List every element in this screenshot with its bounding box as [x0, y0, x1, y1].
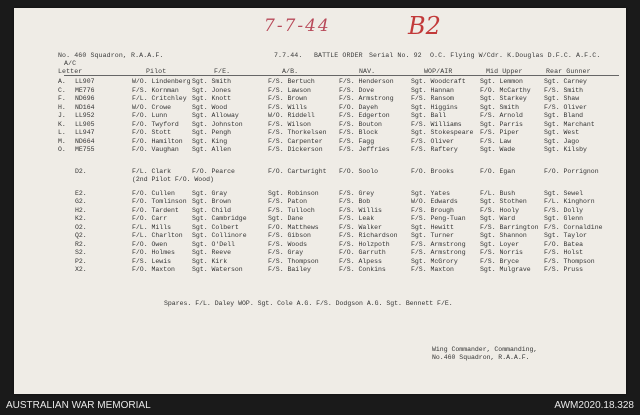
cell-ab: Sgt. Robinson	[268, 189, 319, 197]
cell-mu: F/S. Arnold	[480, 112, 523, 119]
cell-ac: Q2.	[75, 232, 87, 239]
cell-ab: F/S. Paton	[268, 198, 308, 205]
cell-ab: F/S. Woods	[268, 240, 308, 248]
cell-fe: Sgt. Smith	[192, 78, 232, 85]
cell-mu: Sgt. Parris	[480, 120, 523, 128]
table-row	[14, 176, 626, 184]
cell-wop: Sgt. McGrory	[411, 257, 458, 265]
col-header-pilot: Pilot	[146, 68, 167, 75]
cell-rear: Sgt. Shaw	[544, 95, 580, 102]
cell-wop: Sgt. Hewitt	[411, 223, 454, 231]
cell-pilot: F/O. Holmes	[132, 249, 175, 256]
cell-mu: F/L. Bush	[480, 189, 516, 197]
cell-mu: F/O. Egan	[480, 167, 516, 175]
cell-pilot: (2nd Pilot F/O. Wood)	[132, 176, 214, 183]
cell-wop: F/S. Armstrong	[411, 240, 466, 248]
cell-nav: F/O. Dayeh	[339, 103, 379, 111]
cell-nav: F/S. Leak	[339, 215, 375, 222]
order-title: BATTLE ORDER	[314, 52, 363, 59]
cell-ac: ND164	[75, 103, 95, 111]
table-row	[14, 190, 626, 198]
cell-wop: Sgt. Ball	[411, 112, 447, 119]
col-header-nav: NAV.	[359, 68, 376, 75]
cell-fe: Sgt. Collinore	[192, 232, 247, 239]
cell-ac: LL907	[75, 78, 95, 85]
cell-ab: F/S. Brown	[268, 95, 308, 102]
cell-rear: Sgt. Bland	[544, 112, 584, 119]
cell-ab: F/S. Bertuch	[268, 78, 315, 85]
cell-mu: Sgt. Lemmon	[480, 78, 523, 85]
cell-pilot: F/L. Critchley	[132, 95, 187, 102]
cell-rear: F/S. Oliver	[544, 103, 587, 111]
cell-nav: F/S. Bouton	[339, 120, 382, 128]
cell-ab: F/S. Thompson	[268, 257, 319, 265]
cell-pilot: F/O. Carr	[132, 215, 168, 222]
cell-m: C.	[58, 86, 66, 94]
battle-order-document	[14, 8, 626, 394]
cell-mu: Sgt. Ward	[480, 215, 516, 222]
table-row	[14, 112, 626, 120]
cell-ac: LL952	[75, 112, 95, 119]
cell-pilot: F/L. Charlton	[132, 232, 183, 239]
cell-fe: Sgt. Wood	[192, 103, 228, 111]
cell-fe: Sgt. Colbert	[192, 223, 239, 231]
cell-fe: Sgt. Reeve	[192, 249, 232, 256]
signature-title: Wing Commander, Commanding,	[432, 346, 538, 353]
cell-pilot: W/O. Lindenberg	[132, 78, 191, 85]
cell-fe: Sgt. Jones	[192, 86, 232, 94]
cell-wop: F/S. Peng-Tuan	[411, 215, 466, 222]
order-serial: Serial No. 92	[369, 52, 422, 59]
col-header-ac: A/C	[64, 60, 77, 67]
cell-fe: Sgt. Pengh	[192, 129, 232, 136]
cell-ab: F/S. Gibson	[268, 232, 311, 239]
cell-rear: Sgt. Glenn	[544, 215, 584, 222]
cell-nav: F/S. Edgerton	[339, 112, 390, 119]
cell-ac: ME776	[75, 86, 95, 94]
cell-ac: R2.	[75, 240, 87, 248]
table-row	[14, 121, 626, 129]
table-row	[14, 168, 626, 176]
cell-wop: Sgt. Hannan	[411, 86, 454, 94]
cell-nav: F/S. Jeffries	[339, 146, 390, 153]
cell-wop: W/O. Edwards	[411, 198, 458, 205]
cell-pilot: F/O. Tomlinson	[132, 198, 187, 205]
spares-line: Spares. F/L. Daley WOP. Sgt. Cole A.G. F/S. Dodgson A.G. Sgt. Bennett F/E.	[164, 300, 453, 307]
cell-nav: F/S. Henderson	[339, 78, 394, 85]
cell-fe: Sgt. Kirk	[192, 257, 228, 265]
col-header-ab: A/B.	[282, 68, 299, 75]
cell-wop: F/S. Maxton	[411, 266, 454, 273]
cell-nav: F/O. Garruth	[339, 249, 386, 256]
cell-ac: LL947	[75, 129, 95, 136]
cell-pilot: F/O. Stott	[132, 129, 172, 136]
cell-pilot: W/O. Crowe	[132, 103, 172, 111]
caption-bar	[0, 397, 640, 415]
table-row	[14, 138, 626, 146]
cell-pilot: F/L. Clark	[132, 167, 172, 175]
cell-ac: ND664	[75, 137, 95, 145]
cell-rear: F/S. Cornaldine	[544, 223, 603, 231]
cell-fe: Sgt. Johnston	[192, 120, 243, 128]
cell-ab: F/S. Wills	[268, 103, 308, 111]
cell-pilot: F/S. Lewis	[132, 257, 172, 265]
cell-m: M.	[58, 137, 66, 145]
cell-rear: F/S. Holst	[544, 249, 584, 256]
cell-ac: E2.	[75, 189, 87, 197]
cell-ab: F/S. Lawson	[268, 86, 311, 94]
cell-ab: F/S. Gray	[268, 249, 304, 256]
cell-nav: F/S. Conkins	[339, 266, 386, 273]
cell-rear: F/O. Batea	[544, 240, 584, 248]
cell-ac: O2.	[75, 223, 87, 231]
cell-ac: D2.	[75, 167, 87, 175]
table-row	[14, 146, 626, 154]
cell-fe: Sgt. O'Dell	[192, 240, 235, 248]
cell-rear: F/S. Pruss	[544, 266, 584, 273]
cell-rear: Sgt. West	[544, 129, 580, 136]
cell-ab: F/S. Dickerson	[268, 146, 323, 153]
table-row	[14, 129, 626, 137]
cell-pilot: F/O. Maxton	[132, 266, 175, 273]
cell-pilot: F/L. Mills	[132, 223, 172, 231]
col-header-rear-gunner: Rear Gunner	[546, 68, 591, 75]
table-row	[14, 258, 626, 266]
table-row	[14, 241, 626, 249]
cell-nav: F/S. Walker	[339, 223, 382, 231]
cell-wop: Sgt. Turner	[411, 232, 454, 239]
cell-m: F.	[58, 95, 66, 102]
cell-wop: F/S. Oliver	[411, 137, 454, 145]
cell-ab: F/S. Carpenter	[268, 137, 323, 145]
cell-fe: Sgt. Allen	[192, 146, 232, 153]
cell-wop: F/S. Armstrong	[411, 249, 466, 256]
cell-rear: Sgt. Taylor	[544, 232, 587, 239]
cell-fe: Sgt. Gray	[192, 189, 228, 197]
cell-m: O.	[58, 146, 66, 153]
header-rule	[64, 75, 619, 76]
cell-mu: Sgt. Smith	[480, 103, 520, 111]
cell-wop: Sgt. Higgins	[411, 103, 458, 111]
cell-pilot: F/O. Lunn	[132, 112, 168, 119]
table-row	[14, 207, 626, 215]
cell-pilot: F/O. Hamilton	[132, 137, 183, 145]
table-row	[14, 224, 626, 232]
cell-ac: P2.	[75, 257, 87, 265]
cell-fe: F/O. Pearce	[192, 167, 235, 175]
cell-fe: Sgt. Knott	[192, 95, 232, 102]
cell-mu: Sgt. Wade	[480, 146, 516, 153]
cell-wop: F/O. Brooks	[411, 167, 454, 175]
handwritten-date: 7-7-44	[264, 16, 331, 36]
cell-wop: Sgt. Yates	[411, 189, 451, 197]
cell-fe: Sgt. Brown	[192, 198, 232, 205]
cell-pilot: F/O. Owen	[132, 240, 168, 248]
cell-nav: F/S. Block	[339, 129, 379, 136]
order-officer: O.C. Flying W/Cdr. K.Douglas D.F.C. A.F.C.	[430, 52, 601, 59]
cell-ac: S2.	[75, 249, 87, 256]
cell-mu: F/S. Norris	[480, 249, 523, 256]
cell-fe: Sgt. Child	[192, 206, 232, 214]
cell-pilot: F/O. Tardent	[132, 206, 179, 214]
cell-rear: Sgt. Jago	[544, 137, 580, 145]
table-row	[14, 78, 626, 86]
cell-ab: F/O. Matthews	[268, 223, 319, 231]
cell-mu: Sgt. Shannon	[480, 232, 527, 239]
cell-nav: F/S. Holzpoth	[339, 240, 390, 248]
cell-nav: F/S. Willis	[339, 206, 382, 214]
cell-ac: ND696	[75, 95, 95, 102]
cell-ac: X2.	[75, 266, 87, 273]
table-row	[14, 232, 626, 240]
handwritten-mark: B2	[408, 12, 441, 40]
table-row	[14, 215, 626, 223]
cell-fe: Sgt. Cambridge	[192, 215, 247, 222]
cell-mu: F/S. Bryce	[480, 257, 520, 265]
cell-wop: Sgt. Stokespeare	[411, 129, 474, 136]
cell-m: H.	[58, 103, 66, 111]
cell-ab: F/S. Bailey	[268, 266, 311, 273]
cell-nav: F/S. Bob	[339, 198, 371, 205]
cell-ab: W/O. Riddell	[268, 112, 315, 119]
table-row	[14, 87, 626, 95]
col-header-letter: Letter	[58, 68, 83, 75]
cell-nav: F/O. Soolo	[339, 167, 379, 175]
cell-rear: F/S. Smith	[544, 86, 584, 94]
table-row	[14, 95, 626, 103]
caption-accession: AWM2020.18.328	[554, 400, 634, 411]
cell-nav: F/S. Fagg	[339, 137, 375, 145]
cell-mu: Sgt. Starkey	[480, 95, 527, 102]
table-row	[14, 104, 626, 112]
cell-m: J.	[58, 112, 66, 119]
cell-mu: Sgt. Loyer	[480, 240, 520, 248]
cell-rear: Sgt. Marchant	[544, 120, 595, 128]
cell-nav: F/S. Richardson	[339, 232, 398, 239]
cell-nav: F/S. Alpess	[339, 257, 382, 265]
cell-ac: ME755	[75, 146, 95, 153]
cell-mu: F/S. Barrington	[480, 223, 539, 231]
cell-rear: F/S. Dolly	[544, 206, 584, 214]
table-row	[14, 198, 626, 206]
cell-mu: F/S. Law	[480, 137, 512, 145]
cell-mu: Sgt. Mulgrave	[480, 266, 531, 273]
cell-nav: F/S. Grey	[339, 189, 375, 197]
cell-ab: F/O. Cartwright	[268, 167, 327, 175]
cell-mu: F/S. Piper	[480, 129, 520, 136]
cell-mu: F/O. McCarthy	[480, 86, 531, 94]
col-header-mid-upper: Mid Upper	[486, 68, 523, 75]
unit-name: No. 460 Squadron, R.A.A.F.	[58, 52, 164, 59]
cell-rear: Sgt. Kilsby	[544, 146, 587, 153]
col-header-wop: WOP/AIR	[424, 68, 453, 75]
cell-ab: F/S. Wilson	[268, 120, 311, 128]
table-row	[14, 266, 626, 274]
cell-pilot: F/O. Cullen	[132, 189, 175, 197]
cell-ac: G2.	[75, 198, 87, 205]
cell-m: A.	[58, 78, 66, 85]
cell-pilot: F/O. Vaughan	[132, 146, 179, 153]
cell-rear: F/L. Kinghorn	[544, 198, 595, 205]
cell-ab: F/S. Tulloch	[268, 206, 315, 214]
cell-ac: H2.	[75, 206, 87, 214]
cell-mu: F/S. Hooly	[480, 206, 520, 214]
cell-pilot: F/O. Twyford	[132, 120, 179, 128]
cell-rear: Sgt. Sewel	[544, 189, 584, 197]
col-header-fe: F/E.	[214, 68, 231, 75]
cell-ac: LL905	[75, 120, 95, 128]
cell-m: L.	[58, 129, 66, 136]
cell-fe: Sgt. King	[192, 137, 228, 145]
cell-wop: Sgt. Woodcraft	[411, 78, 466, 85]
cell-ab: Sgt. Dane	[268, 215, 304, 222]
cell-nav: F/S. Armstrong	[339, 95, 394, 102]
cell-ac: K2.	[75, 215, 87, 222]
cell-rear: F/S. Thompson	[544, 257, 595, 265]
cell-fe: Sgt. Waterson	[192, 266, 243, 273]
cell-rear: Sgt. Carney	[544, 78, 587, 85]
order-date: 7.7.44.	[274, 52, 303, 59]
cell-wop: F/S. Brough	[411, 206, 454, 214]
cell-rear: F/O. Porrignon	[544, 167, 599, 175]
table-row	[14, 249, 626, 257]
cell-wop: F/S. Williams	[411, 120, 462, 128]
cell-fe: Sgt. Alloway	[192, 112, 239, 119]
cell-mu: Sgt. Stothen	[480, 198, 527, 205]
cell-ab: F/S. Thorkelsen	[268, 129, 327, 136]
caption-source: AUSTRALIAN WAR MEMORIAL	[6, 400, 151, 411]
cell-wop: F/S. Ransom	[411, 95, 454, 102]
cell-nav: F/S. Dove	[339, 86, 375, 94]
signature-unit: No.460 Squadron, R.A.A.F.	[432, 354, 530, 361]
cell-pilot: F/S. Kornman	[132, 86, 179, 94]
cell-wop: F/S. Raftery	[411, 146, 458, 153]
cell-m: K.	[58, 120, 66, 128]
